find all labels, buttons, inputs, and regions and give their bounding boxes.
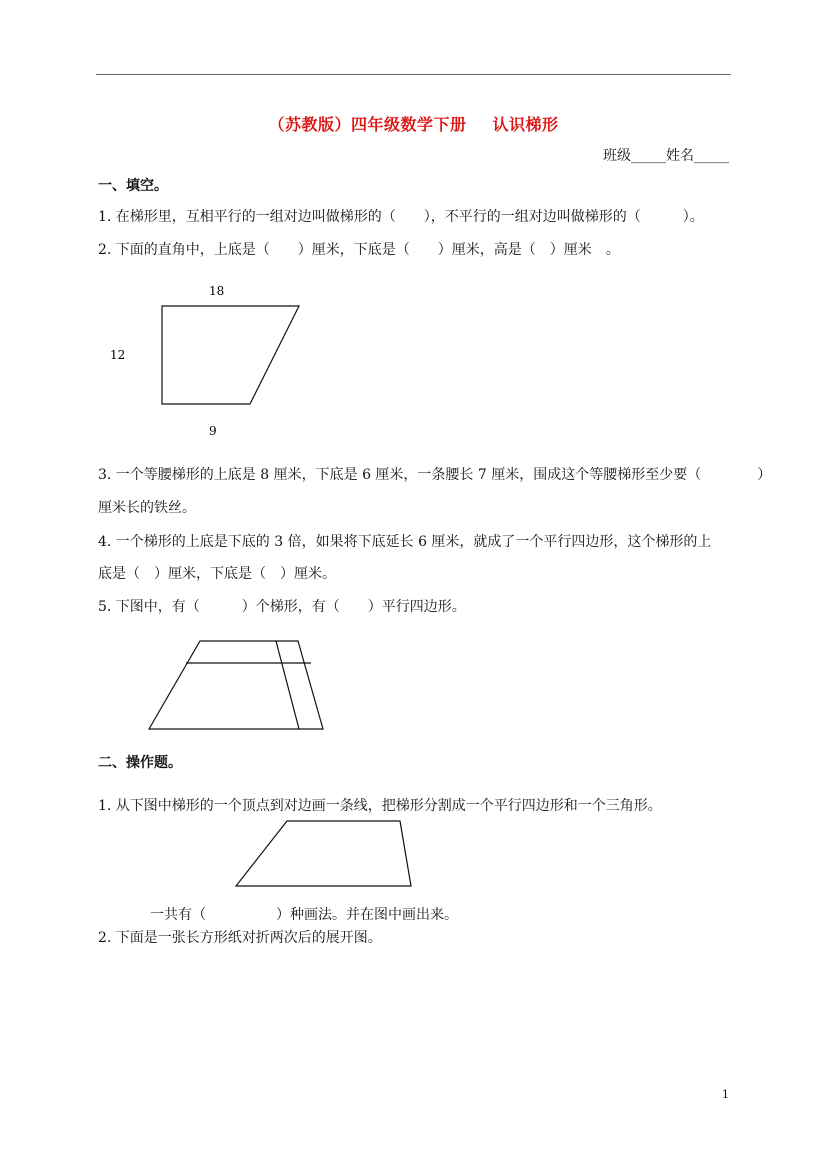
op-trapezoid: [236, 821, 411, 886]
question-1-4-line2: 底是（ ）厘米，下底是（ ）厘米。: [98, 566, 336, 582]
q5-trapezoid: [149, 641, 323, 729]
section1-heading: 一、填空。: [98, 178, 168, 194]
question-1-3-line2: 厘米长的铁丝。: [98, 500, 196, 516]
question-1-5: 5. 下图中，有（ ）个梯形，有（ ）平行四边形。: [98, 599, 466, 615]
section2-heading: 二、操作题。: [98, 755, 182, 771]
question-1-1: 1. 在梯形里，互相平行的一组对边叫做梯形的（ ），不平行的一组对边叫做梯形的（ ）。: [98, 209, 704, 225]
class-name-line: 班级_____姓名_____: [603, 148, 729, 164]
title-topic: 认识梯形: [492, 115, 559, 134]
question-1-2: 2. 下面的直角中，上底是（ ）厘米，下底是（ ）厘米，高是（ ）厘米 。: [98, 242, 620, 258]
q5-slanted-line: [276, 641, 299, 729]
question-2-1-answer: 一共有（ ）种画法。并在图中画出来。: [150, 907, 458, 923]
question-2-2: 2. 下面是一张长方形纸对折两次后的展开图。: [98, 930, 382, 946]
right-trapezoid: [162, 306, 299, 404]
title-main: （苏教版）四年级数学下册: [268, 115, 467, 134]
question-1-3-line1: 3. 一个等腰梯形的上底是 8 厘米，下底是 6 厘米，一条腰长 7 厘米，围成这个等腰梯形至少要（ ）: [98, 467, 772, 483]
label-top: 18: [209, 284, 225, 298]
page-number: 1: [722, 1088, 729, 1101]
label-left: 12: [110, 348, 126, 362]
label-bottom: 9: [209, 424, 217, 438]
question-2-1: 1. 从下图中梯形的一个顶点到对边画一条线，把梯形分割成一个平行四边形和一个三角形。: [98, 798, 662, 814]
question-1-4-line1: 4. 一个梯形的上底是下底的 3 倍，如果将下底延长 6 厘米，就成了一个平行四边形，这个梯形的上: [98, 534, 712, 550]
